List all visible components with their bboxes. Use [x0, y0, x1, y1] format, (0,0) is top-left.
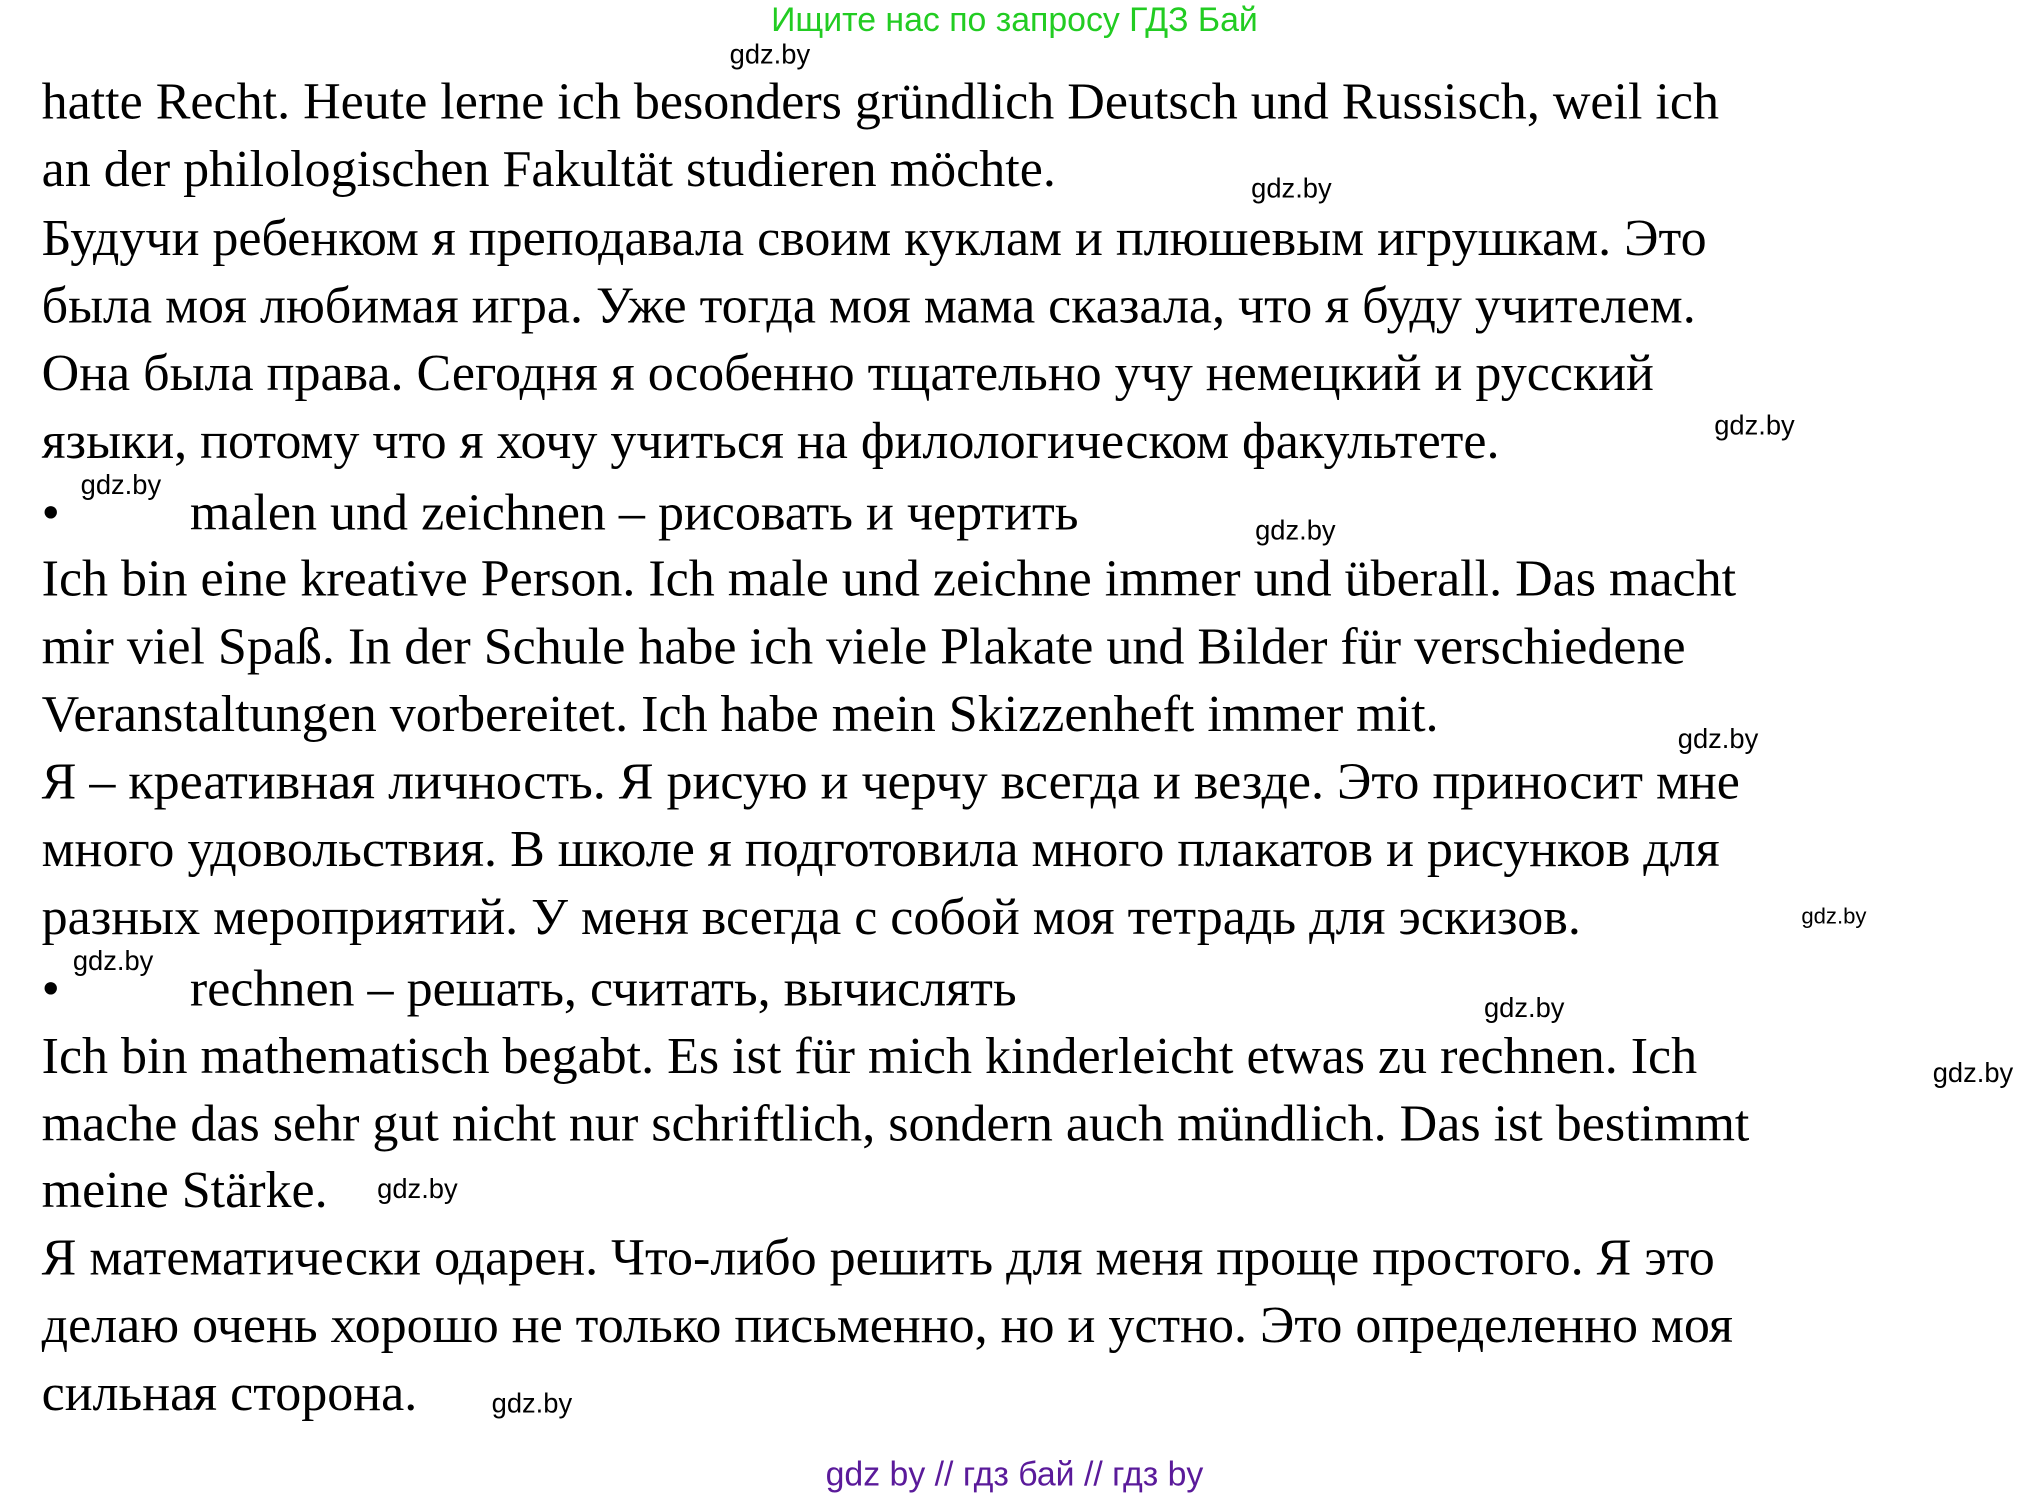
text-line: mache das sehr gut nicht nur schriftlich, sondern auch mündlich. Das ist bestimmt: [41, 1093, 1750, 1153]
search-banner[interactable]: Ищите нас по запросу ГДЗ Бай: [771, 0, 1258, 40]
text-line: Будучи ребенком я преподавала своим куклам и плюшевым игрушкам. Это: [41, 208, 1707, 267]
text-line: Ich bin eine kreative Person. Ich male und zeichne immer und überall. Das macht: [41, 548, 1737, 608]
text-line: языки, потому что я хочу учиться на филологическом факультете.: [41, 410, 1500, 470]
watermark: gdz.by: [729, 40, 811, 71]
text-line: много удовольствия. В школе я подготовила много плакатов и рисунков для: [41, 819, 1720, 878]
text-line: mir viel Spaß. In der Schule habe ich viele Plakate und Bilder für verschiedene: [41, 616, 1686, 676]
bullet-item: [42, 484, 1079, 541]
watermark: gdz.by: [1714, 410, 1795, 441]
text-line: сильная сторона.: [41, 1363, 418, 1422]
text-line: an der philologischen Fakultät studieren möchte.: [41, 139, 1056, 198]
watermark: gdz.by: [1255, 516, 1336, 547]
text-line: Veranstaltungen vorbereitet. Ich habe mein Skizzenheft immer mit.: [41, 684, 1439, 743]
bullet-icon: •: [41, 482, 60, 542]
watermark: gdz.by: [80, 470, 162, 501]
text-line: Я математически одарен. Что-либо решить для меня проще простого. Я это: [41, 1227, 1715, 1287]
text-line: Я – креативная личность. Я рисую и черчу всегда и везде. Это приносит мне: [41, 751, 1740, 811]
text-line: делаю очень хорошо не только письменно, но и устно. Это определенно моя: [41, 1295, 1733, 1354]
text-line: Ich bin mathematisch begabt. Es ist für mich kinderleicht etwas zu rechnen. Ich: [41, 1026, 1698, 1085]
text-line: разных мероприятий. У меня всегда с собой моя тетрадь для эскизов.: [41, 887, 1581, 946]
bullet-icon: •: [41, 958, 60, 1018]
watermark: gdz.by: [1932, 1058, 2014, 1089]
watermark: gdz.by: [72, 946, 154, 977]
bullet-text: malen und zeichnen – рисовать и чертить: [189, 482, 1079, 542]
bullet-item: [42, 960, 1017, 1017]
watermark: gdz.by: [491, 1389, 573, 1419]
text-line: Она была права. Сегодня я особенно тщательно учу немецкий и русский: [41, 343, 1654, 402]
watermark: gdz.by: [377, 1174, 458, 1205]
watermark: gdz.by: [1251, 174, 1332, 205]
watermark: gdz.by: [1483, 993, 1565, 1024]
watermark: gdz.by: [1677, 724, 1759, 755]
watermark: gdz.by: [1801, 903, 1867, 929]
text-line: была моя любимая игра. Уже тогда моя мама сказала, что я буду учителем.: [41, 275, 1696, 335]
footer-links[interactable]: gdz by // гдз бай // гдз by: [825, 1454, 1204, 1494]
bullet-text: rechnen – решать, считать, вычислять: [189, 958, 1017, 1018]
text-line: hatte Recht. Heute lerne ich besonders gründlich Deutsch und Russisch, weil ich: [41, 71, 1719, 131]
text-line: meine Stärke.: [41, 1160, 328, 1219]
